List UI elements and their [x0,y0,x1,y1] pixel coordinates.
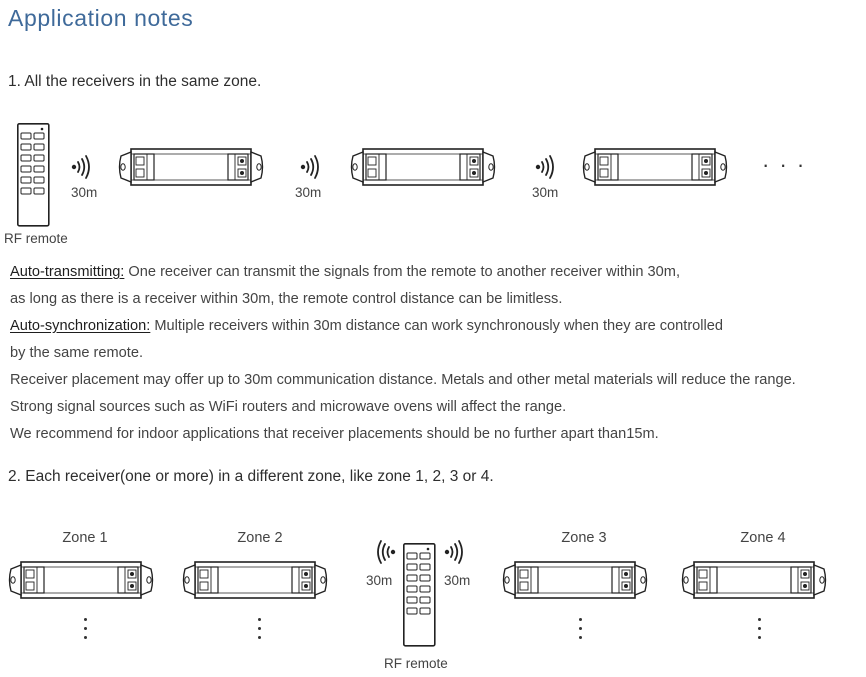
auto-synchronization-paragraph [10,318,723,334]
auto-synchronization-text: Multiple receivers within 30m distance can work synchronously when they are controlled [150,318,724,334]
signal-waves-icon [444,540,470,566]
vertical-ellipsis-zone-4 [758,618,762,645]
more-receivers-ellipsis: · · · [762,152,807,177]
recommendation-note: We recommend for indoor applications that receiver placements should be no further apart than15m. [10,426,659,442]
section-2-heading: 2. Each receiver(one or more) in a different zone, like zone 1, 2, 3 or 4. [8,468,494,485]
distance-label-3: 30m [532,185,559,200]
zone-2-label: Zone 2 [237,530,283,546]
zone-4-label: Zone 4 [740,530,786,546]
rf-remote-label: RF remote [4,231,68,246]
zone-1-label: Zone 1 [62,530,108,546]
signal-waves-icon [370,540,396,566]
zone-3-label: Zone 3 [561,530,607,546]
receiver-icon-zone-3 [501,559,651,603]
rf-remote-icon [403,543,437,648]
receiver-icon-1 [117,146,267,190]
auto-transmitting-paragraph [10,264,680,280]
signal-waves-icon [71,155,97,181]
distance-label-left: 30m [366,573,393,588]
page-title: Application notes [8,5,194,31]
vertical-ellipsis-zone-3 [579,618,583,645]
auto-transmitting-continued: as long as there is a receiver within 30m, the remote control distance can be limitless. [10,291,563,307]
auto-transmitting-label: Auto-transmitting: [10,264,125,280]
distance-label-1: 30m [71,185,98,200]
vertical-ellipsis-zone-1 [84,618,88,645]
placement-note: Receiver placement may offer up to 30m communication distance. Metals and other metal materials will reduce the range. [10,372,796,388]
signal-sources-note: Strong signal sources such as WiFi routers and microwave ovens will affect the range. [10,399,567,415]
distance-label-right: 30m [444,573,471,588]
receiver-icon-3 [581,146,731,190]
receiver-icon-zone-2 [181,559,331,603]
receiver-icon-zone-1 [7,559,157,603]
signal-waves-icon [300,155,326,181]
receiver-icon-zone-4 [680,559,830,603]
receiver-icon-2 [349,146,499,190]
rf-remote-label: RF remote [384,656,448,671]
auto-synchronization-continued: by the same remote. [10,345,144,361]
signal-waves-icon [535,155,561,181]
section-1-heading: 1. All the receivers in the same zone. [8,73,262,90]
auto-transmitting-text: One receiver can transmit the signals from the remote to another receiver within 30m, [124,264,680,280]
vertical-ellipsis-zone-2 [258,618,262,645]
distance-label-2: 30m [295,185,322,200]
rf-remote-icon [17,123,51,228]
auto-synchronization-label: Auto-synchronization: [10,318,151,334]
